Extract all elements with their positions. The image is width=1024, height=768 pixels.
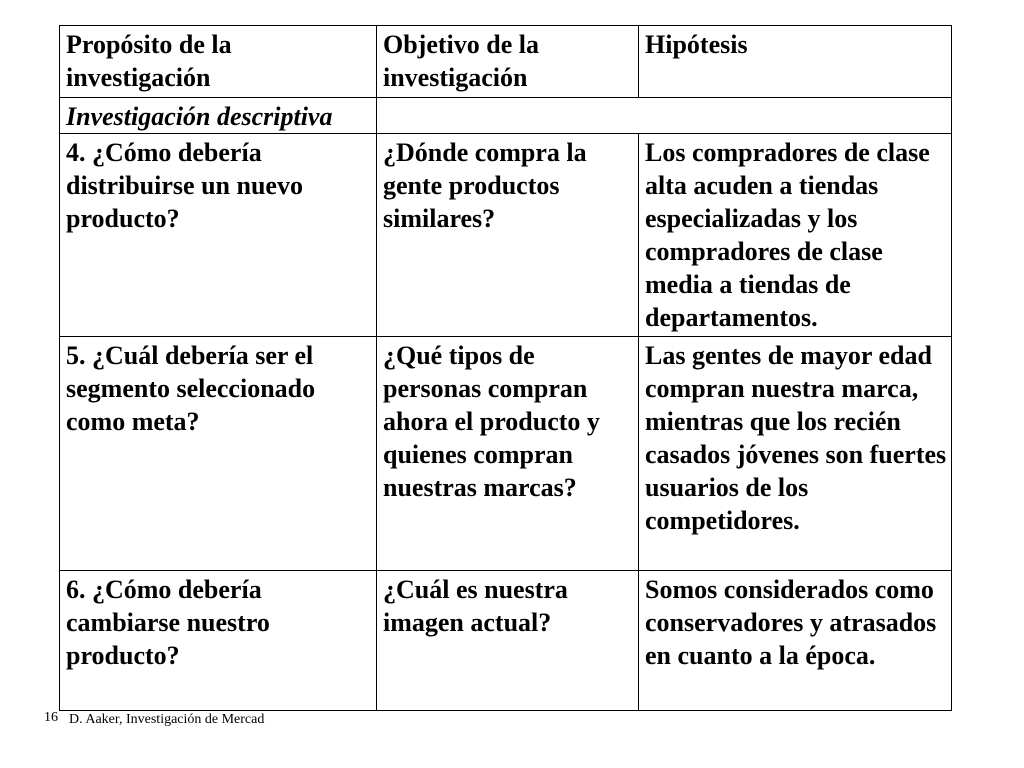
objective-cell: ¿Cuál es nuestra imagen actual? bbox=[377, 571, 639, 711]
footer-source: D. Aaker, Investigación de Mercad bbox=[69, 712, 265, 727]
section-row bbox=[60, 98, 952, 134]
purpose-cell: 6. ¿Cómo debería cambiarse nuestro producto? bbox=[60, 571, 377, 711]
table-row bbox=[60, 571, 952, 711]
slide-number: 16 bbox=[44, 710, 58, 725]
header-hypothesis: Hipótesis bbox=[639, 26, 952, 98]
table-row bbox=[60, 134, 952, 337]
section-label: Investigación descriptiva bbox=[60, 98, 377, 134]
research-table bbox=[59, 25, 952, 711]
hypothesis-cell: Los compradores de clase alta acuden a tiendas especializadas y los compradores de clase media a tiendas de departamentos. bbox=[639, 134, 952, 337]
table-row bbox=[60, 337, 952, 571]
hypothesis-cell: Somos considerados como conservadores y atrasados en cuanto a la época. bbox=[639, 571, 952, 711]
purpose-cell: 5. ¿Cuál debería ser el segmento seleccionado como meta? bbox=[60, 337, 377, 571]
objective-cell: ¿Dónde compra la gente productos similares? bbox=[377, 134, 639, 337]
header-purpose: Propósito de la investigación bbox=[60, 26, 377, 98]
section-blank-cell bbox=[377, 98, 952, 134]
hypothesis-cell: Las gentes de mayor edad compran nuestra marca, mientras que los recién casados jóvenes son fuertes usuarios de los competidores. bbox=[639, 337, 952, 571]
objective-cell: ¿Qué tipos de personas compran ahora el producto y quienes compran nuestras marcas? bbox=[377, 337, 639, 571]
table-header-row bbox=[60, 26, 952, 98]
header-objective: Objetivo de la investigación bbox=[377, 26, 639, 98]
purpose-cell: 4. ¿Cómo debería distribuirse un nuevo producto? bbox=[60, 134, 377, 337]
